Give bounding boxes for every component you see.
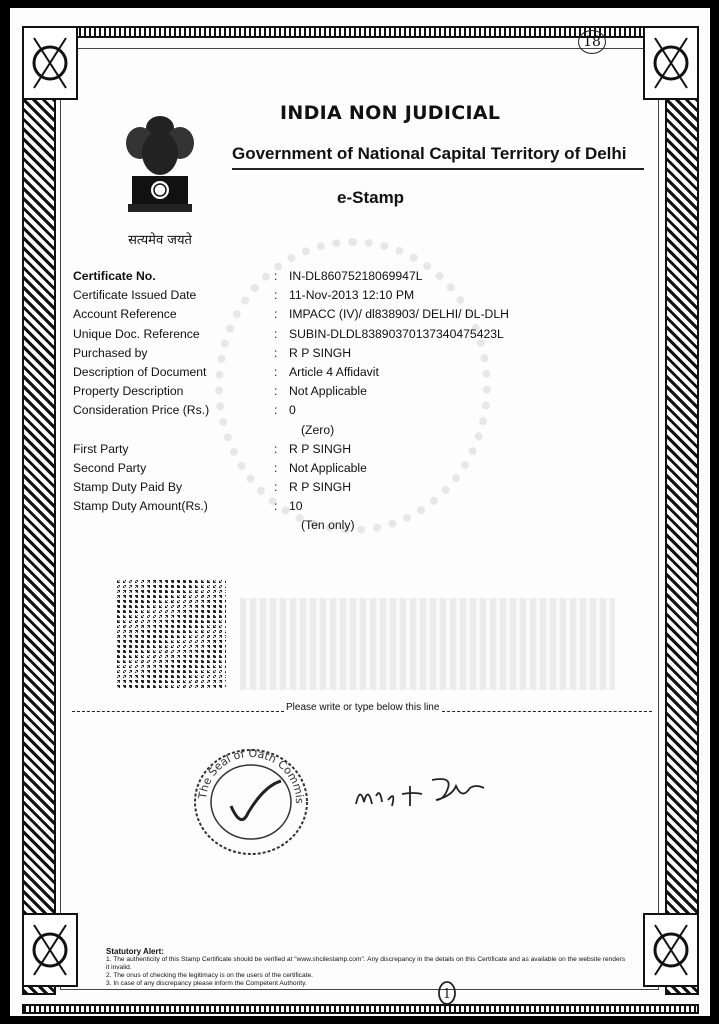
field-row — [73, 423, 633, 442]
field-value: Not Applicable — [289, 384, 367, 399]
seal-text: The Seal of Oath Commis — [196, 746, 307, 804]
statutory-alert-heading: Statutory Alert: — [106, 947, 164, 956]
field-label: Second Party — [73, 460, 147, 475]
field-value: Not Applicable — [289, 460, 367, 475]
field-row: Certificate Issued Date : 11-Nov-2013 12:10 PM — [73, 288, 415, 303]
field-label: Unique Doc. Reference — [73, 326, 200, 341]
field-value: R P SINGH — [289, 480, 352, 495]
field-row: Consideration Price (Rs.) : 0 — [73, 403, 296, 418]
field-label: Description of Document — [73, 364, 207, 379]
statutory-alert-item: 2. The onus of checking the legitimacy is on the users of the certificate. — [106, 972, 313, 979]
field-value: R P SINGH — [289, 345, 352, 360]
write-below-line-right — [442, 711, 652, 712]
government-name: Government of National Capital Territory of Delhi — [232, 144, 627, 163]
field-row — [73, 518, 633, 537]
corner-ornament-top-left — [22, 26, 78, 100]
field-value: (Zero) — [301, 422, 335, 437]
field-label: Consideration Price (Rs.) — [73, 403, 210, 418]
field-row: Purchased by : R P SINGH — [73, 345, 352, 360]
national-emblem-icon — [110, 98, 210, 238]
oath-commissioner-seal — [186, 741, 316, 863]
field-label: Certificate Issued Date — [73, 288, 197, 303]
field-label: Stamp Duty Paid By — [73, 480, 183, 495]
field-row: First Party : R P SINGH — [73, 441, 352, 456]
write-below-line-label: Please write or type below this line — [286, 702, 440, 713]
document-title: INDIA NON JUDICIAL — [280, 102, 501, 124]
qr-code — [114, 578, 226, 690]
field-label: Purchased by — [73, 345, 148, 360]
field-row: Description of Document : Article 4 Affidavit — [73, 364, 379, 379]
field-value: 0 — [289, 403, 296, 418]
bottom-page-number: 1 — [442, 987, 452, 1002]
field-row: Certificate No. : IN-DL86075218069947L — [73, 269, 423, 283]
field-value: IN-DL86075218069947L — [289, 269, 423, 283]
statutory-alert — [106, 948, 626, 988]
write-below-line-left — [72, 711, 284, 712]
handwritten-page-number-bottom — [432, 978, 462, 1008]
ornamental-border-left — [22, 26, 56, 995]
field-row: Property Description : Not Applicable — [73, 384, 367, 399]
field-row: Second Party : Not Applicable — [73, 460, 367, 475]
signature-text: mb ut Bar — [356, 814, 361, 815]
field-value: R P SINGH — [289, 441, 352, 456]
ornamental-border-bottom — [22, 1004, 699, 1014]
field-value: IMPACC (IV)/ dl838903/ DELHI/ DL-DLH — [289, 307, 509, 322]
title-underline — [232, 168, 644, 170]
field-row: Account Reference : IMPACC (IV)/ dl838903/ DELHI/ DL-DLH — [73, 307, 509, 322]
field-value: 10 — [289, 499, 303, 514]
statutory-alert-item: 3. In case of any discrepancy please inform the Competent Authority. — [106, 980, 307, 987]
emblem-motto: सत्यमेव जयते — [128, 233, 192, 248]
handwritten-signature — [352, 766, 492, 816]
corner-ornament-bottom-right — [643, 913, 699, 987]
corner-ornament-bottom-left — [22, 913, 78, 987]
stamp-type: e-Stamp — [337, 188, 405, 207]
field-label: First Party — [73, 441, 129, 456]
security-microprint — [240, 598, 615, 690]
field-row: Stamp Duty Amount(Rs.) : 10 — [73, 499, 303, 514]
field-value: Article 4 Affidavit — [289, 364, 379, 379]
field-row: Stamp Duty Paid By : R P SINGH — [73, 480, 352, 495]
statutory-alert-item: 1. The authenticity of this Stamp Certificate should be verified at "www.shcilestamp.com". Any discrepancy in the details on this Certificate and as available on the website renders it invalid. — [106, 956, 626, 971]
ornamental-border-right — [665, 26, 699, 995]
field-value: 11-Nov-2013 12:10 PM — [289, 288, 415, 303]
field-label: Account Reference — [73, 307, 177, 322]
field-row: Unique Doc. Reference : SUBIN-DLDL83890370137340475423L — [73, 326, 504, 341]
field-label: Stamp Duty Amount(Rs.) — [73, 499, 208, 514]
corner-ornament-top-right — [643, 26, 699, 100]
field-value: (Ten only) — [301, 518, 355, 533]
field-label: Property Description — [73, 384, 184, 399]
estamp-certificate — [10, 8, 710, 1016]
field-value: SUBIN-DLDL83890370137340475423L — [289, 326, 504, 341]
handwritten-page-number: 18 — [578, 30, 606, 54]
field-label: Certificate No. — [73, 269, 156, 283]
certificate-details — [73, 269, 633, 538]
